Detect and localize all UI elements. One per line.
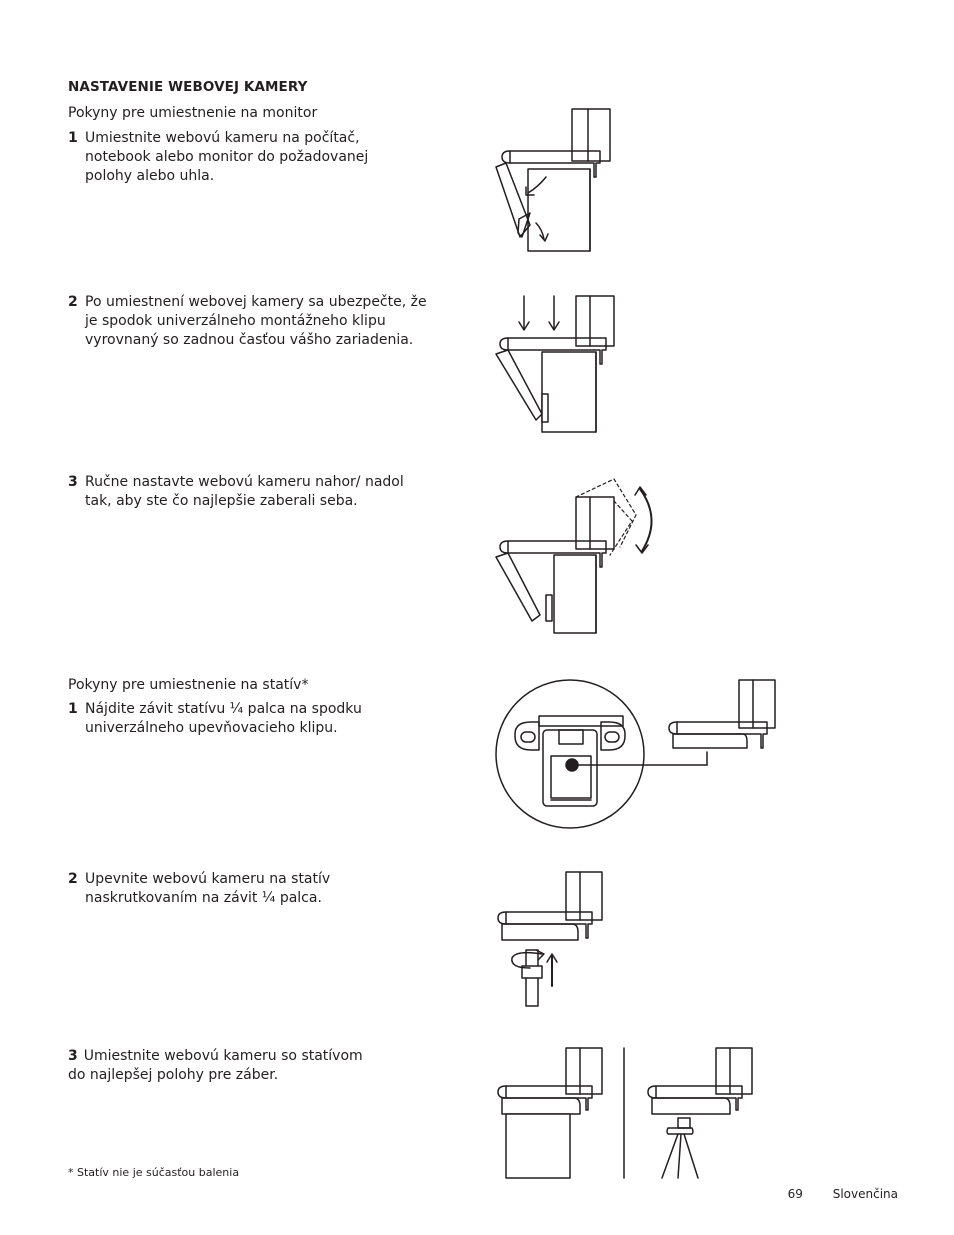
tripod-thread-location-illustration — [495, 676, 785, 836]
page-number: 69 — [787, 1187, 803, 1201]
clip-alignment-illustration — [490, 290, 630, 435]
step-number: 3 — [68, 1048, 78, 1064]
monitor-step-2 — [68, 293, 428, 350]
attach-tripod-illustration — [490, 868, 620, 1008]
tilt-adjustment-illustration — [490, 475, 670, 635]
step-number: 2 — [68, 294, 78, 310]
monitor-subtitle: Pokyny pre umiestnenie na monitor — [68, 105, 318, 121]
section-title: NASTAVENIE WEBOVEJ KAMERY — [68, 79, 308, 95]
step-number: 1 — [68, 701, 78, 717]
step-text: Po umiestnení webovej kamery sa ubezpečte, že je spodok univerzálneho montážneho klipu vyrovnaný so zadnou časťou vášho zariadenia. — [85, 294, 427, 348]
final-position-illustration — [492, 1044, 762, 1180]
monitor-step-1 — [68, 129, 398, 186]
tripod-subtitle: Pokyny pre umiestnenie na statív* — [68, 677, 309, 693]
monitor-step-3 — [68, 473, 418, 511]
step-text: Umiestnite webovú kameru so statívom do najlepšej polohy pre záber. — [68, 1048, 363, 1083]
step-number: 2 — [68, 871, 78, 887]
step-text: Umiestnite webovú kameru na počítač, notebook alebo monitor do požadovanej polohy alebo uhla. — [85, 130, 369, 184]
tripod-step-1 — [68, 700, 378, 738]
footnote: * Statív nie je súčasťou balenia — [68, 1166, 240, 1179]
step-text: Nájdite závit statívu ¼ palca na spodku univerzálneho upevňovacieho klipu. — [85, 701, 362, 736]
page-footer — [788, 1187, 898, 1201]
step-number: 1 — [68, 130, 78, 146]
step-text: Ručne nastavte webovú kameru nahor/ nadol tak, aby ste čo najlepšie zaberali seba. — [85, 474, 404, 509]
tripod-step-2 — [68, 870, 358, 908]
step-text: Upevnite webovú kameru na statív naskrutkovaním na závit ¼ palca. — [85, 871, 331, 906]
language-label: Slovenčina — [832, 1187, 898, 1201]
webcam-monitor-placement-illustration — [490, 105, 630, 255]
tripod-step-3 — [68, 1047, 368, 1085]
step-number: 3 — [68, 474, 78, 490]
